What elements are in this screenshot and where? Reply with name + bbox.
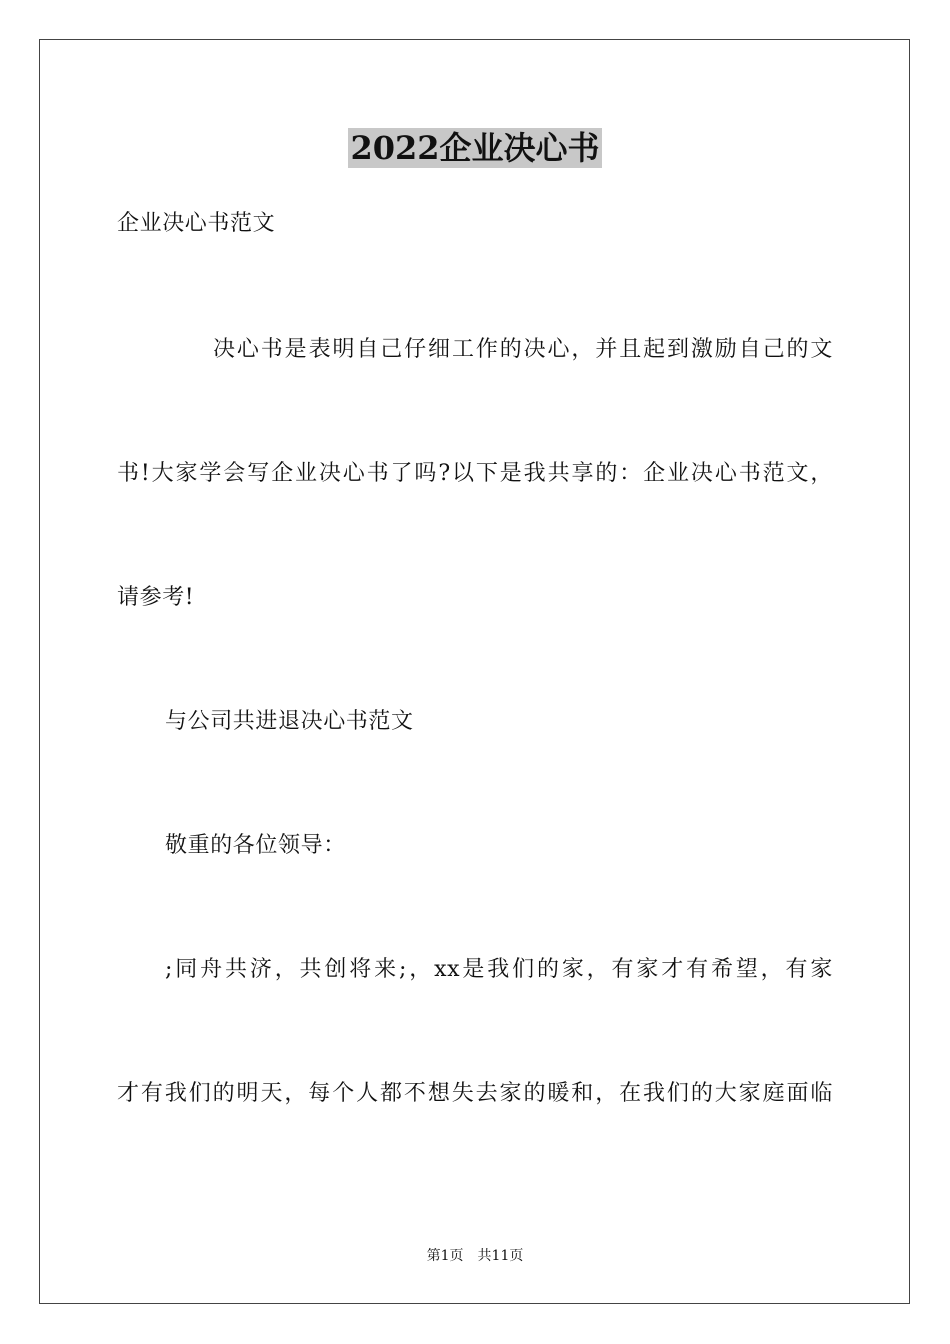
- section-heading: 与公司共进退决心书范文: [165, 709, 414, 734]
- paragraph-line-2: 书!大家学会写企业决心书了吗?以下是我共享的：企业决心书范文，: [117, 461, 833, 486]
- paragraph-line-3: 请参考!: [117, 585, 195, 610]
- paragraph-line-5: 才有我们的明天，每个人都不想失去家的暖和，在我们的大家庭面临: [117, 1081, 833, 1106]
- title-container: [0, 128, 950, 168]
- page-number-footer: 第1页 共11页: [426, 1248, 524, 1264]
- paragraph-line-4: ;同舟共济，共创将来;，xx是我们的家，有家才有希望，有家: [165, 957, 833, 982]
- document-title: 2022企业决心书: [350, 129, 600, 167]
- paragraph-line-1: 决心书是表明自己仔细工作的决心，并且起到激励自己的文: [213, 337, 833, 362]
- salutation: 敬重的各位领导：: [165, 833, 346, 858]
- document-subtitle: 企业决心书范文: [117, 211, 276, 236]
